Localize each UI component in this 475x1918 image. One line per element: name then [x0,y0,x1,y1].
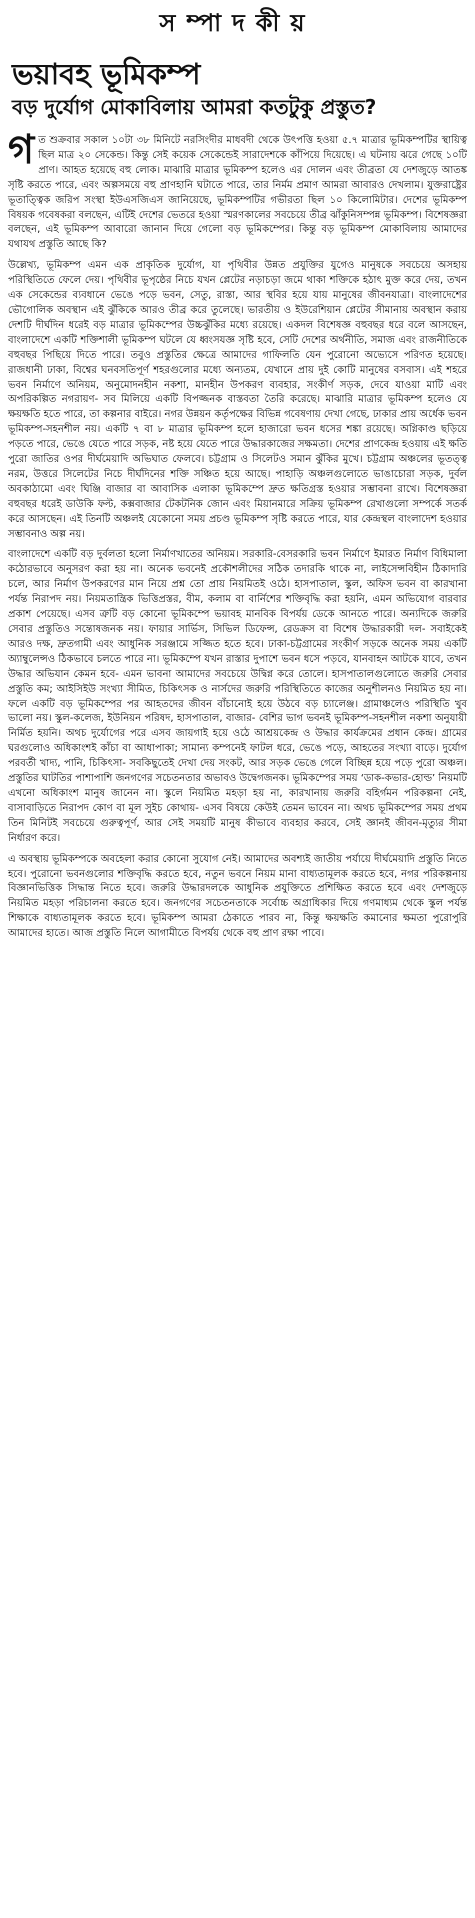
headline: ভয়াবহ ভূমিকম্প [12,57,201,91]
paragraph-3: বাংলাদেশে একটি বড় দুর্বলতা হলো নির্মাণখাতের অনিয়ম। সরকারি-বেসরকারি ভবন নির্মাণে ইমারত নির্মাণ বিধিমালা কঠোরভাবে অনুসরণ করা হয় না। অনেক ভবনেই প্রকৌশলীদের সঠিক তদারকি থাকে না, লাইসেন্সবিহীন ঠিকাদারি চলে, আর নির্মাণ উপকরণের মান নিয়ে প্রশ্ন তো প্রায় নিয়মিতই ওঠে। হাসপাতাল, স্কুল, অফিস ভবন বা কারখানা পর্যন্ত নিরাপদ নয়। নিয়মতান্ত্রিক ভিত্তিপ্রস্তর, বীম, কলাম বা বার্নিশের শক্তিবৃদ্ধি করা হয়নি, এমন অভিযোগ বারবার প্রকাশ পেয়েছে। এসব ত্রুটি বড় কোনো ভূমিকম্পে ভয়াবহ মানবিক বিপর্যয় ডেকে আনতে পারে। অন্যদিকে জরুরি সেবার প্রস্তুতিও সন্তোষজনক নয়। ফায়ার সার্ভিস, সিভিল ডিফেন্স, রেডক্রস বা বিশেষ উদ্ধারকারী দল- সবাইকেই আরও দক্ষ, দ্রুতগামী এবং আধুনিক সরঞ্জামে সজ্জিত হতে হবে। ঢাকা-চট্টগ্রামের সংকীর্ণ সড়কে অনেক সময় একটি অ্যাম্বুলেন্সও ঠিকভাবে চলতে পারে না। ভূমিকম্পে যখন রাস্তার দুপাশে ভবন ধসে পড়বে, যানবাহন আটকে যাবে, তখন উদ্ধার অভিযান কেমন হবে- এমন ভাবনা আমাদের সবচেয়ে উদ্বিগ্ন করে তোলে। হাসপাতালগুলোতে জরুরি সেবার প্রস্তুতি কম; আইসিইউ সংখ্যা সীমিত, চিকিৎসক ও নার্সদের জরুরি পরিস্থিতিতে কাজের অনুশীলনও নিয়মিত হয় না। ফলে একটি বড় ভূমিকম্পের পর আহতদের জীবন বাঁচানোই হয়ে উঠবে বড় চ্যালেঞ্জ। গ্রামাঞ্চলেও পরিস্থিতি খুব ভালো নয়। স্কুল-কলেজ, ইউনিয়ন পরিষদ, হাসপাতাল, বাজার- বেশির ভাগ ভবনই ভূমিকম্প-সহনশীল নকশা অনুযায়ী নির্মিত হয়নি। অথচ দুর্যোগের পরে এসব জায়গাই হয়ে ওঠে আশ্রয়কেন্দ্র ও উদ্ধার কার্যক্রমের প্রধান কেন্দ্র। গ্রামের ঘরগুলোও অধিকাংশই কাঁচা বা আধাপাকা; সামান্য কম্পনেই ফাটল ধরে, ভেঙে পড়ে, আহতের সংখ্যা বাড়ে। দুর্যোগ পরবর্তী খাদ্য, পানি, চিকিৎসা- সবকিছুতেই দেখা দেয় সংকট, আর সড়ক ভেঙে গেলে বিচ্ছিন্ন হয়ে পড়ে পুরো অঞ্চল। প্রস্তুতির ঘাটতির পাশাপাশি জনগণের সচেতনতার অভাবও উদ্বেগজনক। ভূমিকম্পের সময় ‘ডাক-কভার-হোল্ড’ নিয়মটি এখনো অধিকাংশ মানুষ জানেন না। স্কুলে নিয়মিত মহড়া হয় না, কারখানায় জরুরি বহির্গমন পরিকল্পনা নেই, বাসাবাড়িতে নিরাপদ কোণ বা মূল সুইচ কোথায়- এসব বিষয়ে কেউই তেমন ভাবেন না। অথচ ভূমিকম্পের সময় প্রথম তিন মিনিটই সবচেয়ে গুরুত্বপূর্ণ, আর সেই সময়টি মানুষ কীভাবে ব্যবহার করবে, সেই জ্ঞানই জীবন-মৃত্যুর সীমা নির্ধারণ করে। [8,549,467,844]
section-header: সম্পাদকীয় [159,9,316,37]
subheadline: বড় দুর্যোগ মোকাবিলায় আমরা কতটুকু প্রস্তুত? [12,95,377,119]
article-body [8,126,467,942]
paragraph-1-text: ত শুক্রবার সকাল ১০টা ৩৮ মিনিটে নরসিংদীর মাধবদী থেকে উৎপত্তি হওয়া ৫.৭ মাত্রার ভূমিকম্পটির স্থায়িত্ব ছিল মাত্র ২০ সেকেন্ড। কিন্তু সেই কয়েক সেকেন্ডেই সারাদেশকে কাঁপিয়ে দিয়েছে। এ ঘটনায় ঝরে গেছে ১০টি প্রাণ। আহত হয়েছে বহু লোক। মাঝারি মাত্রার ভূমিকম্প হলেও এর দোলন এবং তীব্রতা যে দেশজুড়ে আতঙ্ক সৃষ্টি করতে পারে, এবং অল্পসময়ে বহু প্রাণহানি ঘটাতে পারে, তার নির্মম প্রমাণ আমরা আবারও দেখলাম। যুক্তরাষ্ট্রের ভূতাত্ত্বিক জরিপ সংস্থা ইউএসজিএস জানিয়েছে, ভূমিকম্পটির গভীরতা ছিল ১০ কিলোমিটার। দেশের ভূমিকম্প বিষয়ক গবেষকরা বলছেন, এটিই দেশের ভেতরে হওয়া স্মরণকালের সবচেয়ে তীব্র ঝাঁকুনিসম্পন্ন ভূমিকম্প। বিশেষজ্ঞরা বলছেন, এই ভূমিকম্প আবারো জানান দিয়ে গেলো বড় ভূমিকম্পের। কিন্তু বড় ভূমিকম্প মোকাবিলায় আমাদের যথাযথ প্রস্তুতি আছে কি? [8,135,467,251]
paragraph-2: উল্লেখ্য, ভূমিকম্প এমন এক প্রাকৃতিক দুর্যোগ, যা পৃথিবীর উন্নত প্রযুক্তির যুগেও মানুষকে সবচেয়ে অসহায় পরিস্থিতিতে ফেলে দেয়। পৃথিবীর ভূপৃষ্ঠের নিচে যখন প্লেটের নড়াচড়া জমে থাকা শক্তিকে হঠাৎ মুক্ত করে দেয়, তখন এক সেকেন্ডের ব্যবধানে ভেঙে পড়ে ভবন, সেতু, রাস্তা, আর স্থবির হয়ে যায় মানুষের জীবনযাত্রা। বাংলাদেশের ভৌগোলিক অবস্থান এই ঝুঁকিকে আরও তীব্র করে তুলেছে। ভারতীয় ও ইউরেশিয়ান প্লেটের সীমানায় অবস্থান করায় দেশটি দীর্ঘদিন ধরেই বড় মাত্রার ভূমিকম্পের উচ্চঝুঁকির মধ্যে রয়েছে। একদল বিশেষজ্ঞ বহুবছর ধরে বলে আসছেন, বাংলাদেশে একটি শক্তিশালী ভূমিকম্প ঘটলে যে ধ্বংসযজ্ঞ সৃষ্টি হবে, সেটি দেশের অর্থনীতি, সমাজ এবং রাজনীতিকে বহুবছর পিছিয়ে দিতে পারে। তবুও প্রস্তুতির ক্ষেত্রে আমাদের গাফিলতি যেন পুরোনো অভ্যেসে পরিণত হয়েছে। রাজধানী ঢাকা, বিশ্বের ঘনবসতিপূর্ণ শহরগুলোর মধ্যে অন্যতম, যেখানে প্রায় দুই কোটি মানুষের বসবাস। এই শহরে ভবন নির্মাণে অনিয়ম, অনুমোদনহীন নকশা, মানহীন উপকরণ ব্যবহার, সংকীর্ণ সড়ক, দেবে যাওয়া মাটি এবং অপরিকল্পিত নগরায়ণ- সব মিলিয়ে একটি বিপজ্জনক বাস্তবতা তৈরি করেছে। মাঝারি মাত্রার ভূমিকম্প হলেও যে ক্ষয়ক্ষতি হতে পারে, তা কল্পনার বাইরে। নগর উন্নয়ন কর্তৃপক্ষের বিভিন্ন গবেষণায় দেখা গেছে, ঢাকার প্রায় অর্ধেক ভবন ভূমিকম্প-সহনশীল নয়। একটি ৭ বা ৮ মাত্রার ভূমিকম্প হলে হাজারো ভবন ধসের শঙ্কা রয়েছে। অগ্নিকাণ্ড ছড়িয়ে পড়তে পারে, ভেঙে যেতে পারে সড়ক, নষ্ট হয়ে যেতে পারে উদ্ধারকাজের সক্ষমতা। দেশের প্রাণকেন্দ্র হওয়ায় এই ক্ষতি পুরো জাতির ওপর দীর্ঘমেয়াদি অভিঘাত ফেলবে। চট্টগ্রাম ও সিলেটও সমান ঝুঁকির মুখে। চট্টগ্রাম অঞ্চলের ভূতত্ত্ব নরম, উত্তরে সিলেটের নিচে দীর্ঘদিনের শক্তি সঞ্চিত হয়ে আছে। পাহাড়ি অঞ্চলগুলোতে ভাঙাচোরা সড়ক, দুর্বল অবকাঠামো এবং ঘিঞ্জি বাজার বা আবাসিক এলাকা ভূমিকম্পে দ্রুত ক্ষতিগ্রস্ত হওয়ার সম্ভাবনা রাখে। বিশেষজ্ঞরা বহুবছর ধরেই ডাউকি ফল্ট, কক্সবাজার টেকটনিক জোন এবং মিয়ানমারে সক্রিয় ভূমিকম্প রেখাগুলো সম্পর্কে সতর্ক করে আসছেন। এই তিনটি অঞ্চলই যেকোনো সময় প্রচণ্ড ভূমিকম্প সৃষ্টি করতে পারে, যার কেন্দ্রস্থল বাংলাদেশ হওয়ার সম্ভাবনাও অল্প নয়। [8,260,467,540]
dropcap-letter: গ [8,126,35,173]
paragraph-1 [8,126,467,253]
paragraph-4: এ অবস্থায় ভূমিকম্পকে অবহেলা করার কোনো সুযোগ নেই। আমাদের অবশ্যই জাতীয় পর্যায়ে দীর্ঘমেয়াদি প্রস্তুতি নিতে হবে। পুরোনো ভবনগুলোর শক্তিবৃদ্ধি করতে হবে, নতুন ভবনে নিয়ম মানা বাধ্যতামূলক করতে হবে, নগর পরিকল্পনায় বিজ্ঞানভিত্তিক সিদ্ধান্ত নিতে হবে। জরুরি উদ্ধারদলকে আধুনিক প্রযুক্তিতে প্রশিক্ষিত করতে হবে এবং দেশজুড়ে নিয়মিত মহড়া পরিচালনা করতে হবে। জনগণের সচেতনতাকে সর্বোচ্চ অগ্রাধিকার দিয়ে গণমাধ্যম থেকে স্কুল পর্যন্ত শিক্ষাকে বাধ্যতামূলক করতে হবে। ভূমিকম্প আমরা ঠেকাতে পারব না, কিন্তু ক্ষয়ক্ষতি কমানোর ক্ষমতা পুরোপুরি আমাদের হাতে। আজ প্রস্তুতি নিলে আগামীতে বিপর্যয় থেকে বহু প্রাণ রক্ষা পাবে। [8,853,467,940]
